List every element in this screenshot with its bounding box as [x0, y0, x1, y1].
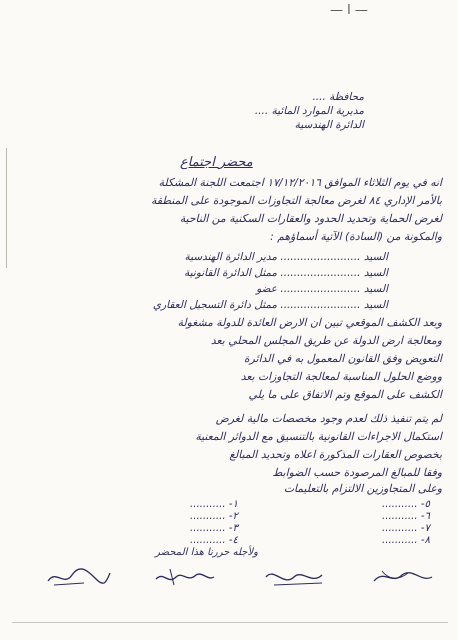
- header-line-3: الدائرة الهندسية: [294, 119, 364, 131]
- member-entry: ٣- ...........: [189, 523, 238, 534]
- body-line: وبعد الكشف الموقعي تبين ان الارض العائدة للدولة مشغولة: [177, 316, 442, 329]
- closing-line: ولأجله حررنا هذا المحضر: [155, 547, 258, 558]
- body-line: وفقا للمبالغ المرصودة حسب الضوابط: [272, 466, 442, 479]
- signature: [368, 565, 438, 589]
- member-entry: ٧- ...........: [381, 523, 430, 534]
- member-entry: ٢- ...........: [189, 511, 238, 522]
- body-line: ومعالجة ارض الدولة عن طريق المجلس المحلي بعد: [210, 334, 442, 347]
- body-line: انه في يوم الثلاثاء الموافق ١٧/١٢/٢٠١٦ اجتمعت اللجنة المشكلة: [158, 176, 442, 189]
- body-line: لغرض الحماية وتحديد الحدود والعقارات السكنية من الناحية: [179, 212, 442, 225]
- attendee-line: السيد ........................ مدير الدائرة الهندسية: [184, 251, 388, 263]
- body-line: ووضع الحلول المناسبة لمعالجة التجاوزات بعد: [240, 370, 442, 383]
- member-entry: ٥- ...........: [381, 499, 430, 510]
- body-line: استكمال الاجراءات القانونية بالتنسيق مع الدوائر المعنية: [195, 430, 442, 443]
- member-entry: ٤- ...........: [189, 535, 238, 546]
- signature: [150, 565, 220, 589]
- body-line: لم يتم تنفيذ ذلك لعدم وجود مخصصات مالية لغرض: [215, 412, 442, 425]
- member-entry: ٨- ...........: [381, 535, 430, 546]
- attendee-line: السيد ........................ عضو: [256, 283, 388, 295]
- body-line: والمكونة من (السادة) الآتية أسماؤهم :: [270, 230, 442, 243]
- attendee-line: السيد ........................ ممثل الدائرة القانونية: [184, 267, 388, 279]
- document-title: محضر اجتماع: [180, 155, 253, 170]
- member-entry: ١- ...........: [189, 499, 238, 510]
- header-line-1: محافظة ....: [312, 91, 364, 103]
- body-line: بالأمر الإداري ٨٤ لغرض معالجة التجاوزات الموجودة على المنطقة: [151, 194, 442, 207]
- signature: [44, 565, 114, 589]
- scan-edge-line: [6, 148, 7, 268]
- member-entry: ٦- ...........: [381, 511, 430, 522]
- attendee-line: السيد ........................ ممثل دائرة التسجيل العقاري: [152, 299, 388, 311]
- body-line: الكشف على الموقع وتم الاتفاق على ما يلي: [248, 388, 442, 401]
- body-line: التعويض وفق القانون المعمول به في الدائرة: [243, 352, 442, 365]
- signature: [262, 565, 332, 589]
- corner-mark: — ا —: [330, 3, 368, 18]
- header-line-2: مديرية الموارد المائية ....: [254, 105, 364, 117]
- body-line: وعلى المتجاوزين الالتزام بالتعليمات: [283, 482, 442, 495]
- page-bottom-edge: [12, 622, 448, 623]
- body-line: بخصوص العقارات المذكورة اعلاه وتحديد المبالغ: [229, 448, 442, 461]
